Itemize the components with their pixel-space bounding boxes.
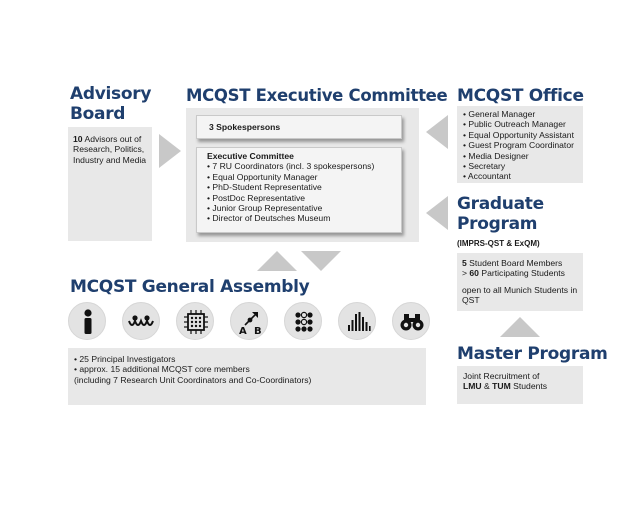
general-assembly-box — [68, 348, 426, 405]
master-program-title: Master Program — [457, 344, 608, 364]
list-item: • 7 RU Coordinators (incl. 3 spokespersons) — [207, 161, 391, 171]
list-item: • Media Designer — [463, 151, 577, 161]
advisory-board-title: Advisory Board — [70, 84, 152, 124]
graduate-program-title: Graduate Program — [457, 194, 544, 234]
assembly-members-list — [74, 354, 420, 375]
spectrum-bars-icon — [338, 302, 376, 340]
svg-text:A: A — [239, 326, 247, 337]
list-item: • Accountant — [463, 171, 577, 181]
arrow-master-to-graduate — [500, 317, 540, 337]
list-item: • Equal Opportunity Manager — [207, 172, 391, 182]
list-item: • PhD-Student Representative — [207, 182, 391, 192]
office-box — [457, 106, 583, 183]
list-item: • Secretary — [463, 161, 577, 171]
list-item: • PostDoc Representative — [207, 193, 391, 203]
graduate-program-box: 5 Student Board Members > 60 Participating Students open to all Munich Students in QST — [457, 253, 583, 311]
list-item: • Director of Deutsches Museum — [207, 213, 391, 223]
list-item: • Public Outreach Manager — [463, 119, 577, 129]
graduate-program-subtitle: (IMPRS-QST & ExQM) — [457, 239, 540, 248]
spokespersons-box: 3 Spokespersons — [196, 115, 402, 139]
info-icon — [68, 302, 106, 340]
advisory-board-box — [68, 127, 152, 241]
waves-icon — [122, 302, 160, 340]
executive-committee-title: MCQST Executive Committee — [186, 86, 448, 105]
list-item: • General Manager — [463, 109, 577, 119]
office-members-list — [463, 109, 577, 182]
executive-members-list — [207, 161, 391, 223]
office-title: MCQST Office — [457, 86, 584, 106]
list-item: • Guest Program Coordinator — [463, 140, 577, 150]
list-item: • 25 Principal Investigators — [74, 354, 420, 364]
chip-icon — [176, 302, 214, 340]
arrow-advisory-to-executive — [159, 134, 181, 168]
svg-text:B: B — [254, 326, 262, 337]
advisory-board-text: 10 Advisors out of Research, Politics, Industry and Media — [73, 134, 147, 165]
list-item: • approx. 15 additional MCQST core members — [74, 364, 420, 374]
general-assembly-title: MCQST General Assembly — [70, 277, 310, 297]
arrow-assembly-to-executive — [257, 251, 297, 271]
binoculars-icon — [392, 302, 430, 340]
master-program-box: Joint Recruitment of LMU & TUM Students — [457, 366, 583, 404]
dots-grid-icon — [284, 302, 322, 340]
assembly-members-note: (including 7 Research Unit Coordinators and Co-Coordinators) — [74, 374, 312, 385]
arrow-executive-to-assembly — [301, 251, 341, 271]
atom-ab-icon — [230, 302, 268, 340]
executive-committee-box — [186, 108, 419, 242]
list-item: • Equal Opportunity Assistant — [463, 130, 577, 140]
arrow-graduate-to-executive — [426, 196, 448, 230]
arrow-office-to-executive — [426, 115, 448, 149]
list-item: • Junior Group Representative — [207, 203, 391, 213]
executive-members-box: Executive Committee • 7 RU Coordinators (incl. 3 spokespersons) • Equal Opportunity Manager • PhD-Student Representative • PostDoc Representative • Junior Group Representative • Director of Deutsches Museum — [196, 147, 402, 233]
